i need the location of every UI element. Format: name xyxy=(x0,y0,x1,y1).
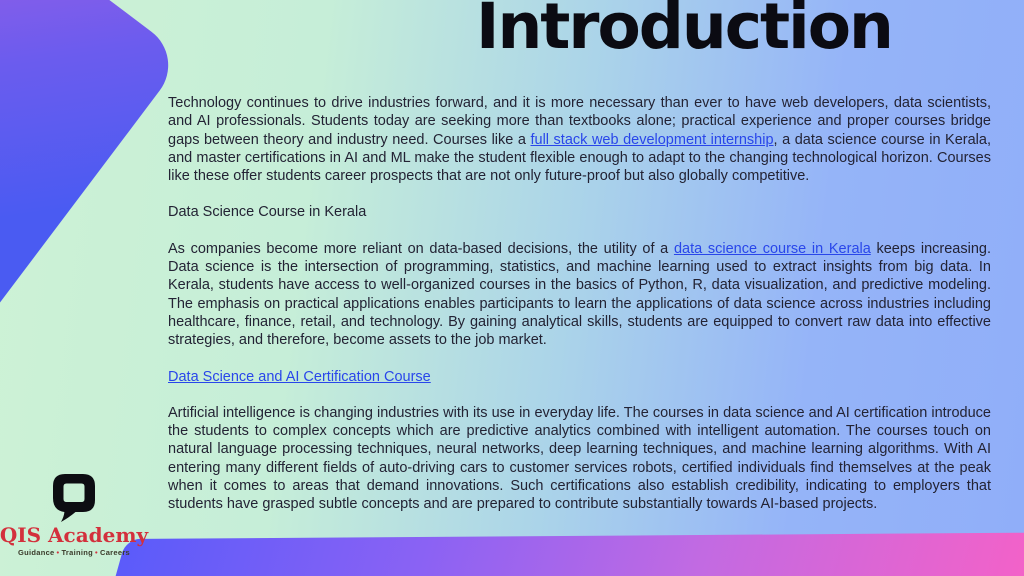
tagline-separator-dot: • xyxy=(56,548,60,557)
qis-academy-logo xyxy=(0,472,149,557)
tagline-word-careers: Careers xyxy=(99,548,131,557)
paragraph-intro-text: Technology continues to drive industries forward, and it is more necessary than ever to have web developers, data scientists, and AI professionals. Students today are seeking more than textbooks alone; practical experience and proper courses bridge gaps between theory and industry need. Courses like a xyxy=(168,95,991,148)
link-data-science-course[interactable]: data science course in Kerala xyxy=(673,240,871,257)
logo-tagline xyxy=(18,548,130,557)
link-full-stack-internship[interactable]: full stack web development internship xyxy=(530,131,774,148)
paragraph-intro-text-cont: , a data science course in Kerala, and master certifications in AI and ML make the student flexible enough to adapt to the changing technological horizon. Courses like these offer students career prospects that are not only future-proof but also globally competitive. xyxy=(168,131,991,185)
link-line-certification xyxy=(168,368,991,386)
tagline-word-guidance: Guidance xyxy=(17,548,55,557)
decorative-bottom-bar xyxy=(113,532,1024,576)
tagline-separator-dot: • xyxy=(95,548,98,557)
section-heading-data-science-course: Data Science Course in Kerala xyxy=(168,204,367,221)
body-text xyxy=(168,94,991,532)
logo-name: QIS Academy xyxy=(0,523,149,547)
link-ai-certification-course[interactable]: Data Science and AI Certification Course xyxy=(168,368,431,385)
decorative-corner-shape xyxy=(0,0,185,472)
paragraph-data-science-text-cont: keeps increasing. Data science is the intersection of programming, statistics, and machine learning used to extract insights from big data. In Kerala, students have access to well-organized courses in the basics of Python, R, data visualization, and predictive modeling. The emphasis on practical applications enables participants to learn the applications of data science across industries including healthcare, finance, retail, and technology. By gaining analytical skills, students are equipped to convert raw data into effective strategies, and therefore, become assets to the job market. xyxy=(168,240,991,349)
paragraph-data-science-text: As companies become more reliant on data-based decisions, the utility of a xyxy=(168,240,674,257)
paragraph-intro xyxy=(168,94,991,185)
page-title: Introduction xyxy=(476,0,892,63)
paragraph-data-science xyxy=(168,240,991,350)
tagline-word-training: Training xyxy=(61,548,94,557)
qis-logo-q-icon xyxy=(51,472,97,523)
paragraph-ai-certification: Artificial intelligence is changing industries with its use in everyday life. The courses in data science and AI certification introduce the students to complex concepts which are predictive analytics combined with intelligent automation. The courses touch on natural language processing techniques, neural networks, deep learning techniques, and machine learning algorithms. With AI entering many different fields of auto-driving cars to customer services robots, certified individuals find themselves at the peak when it comes to areas that demand innovations. Such certifications also establish credibility, indicating to employers that students have grasped subtle concepts and are prepared to contribute substantially towards AI-based projects. xyxy=(168,404,991,513)
